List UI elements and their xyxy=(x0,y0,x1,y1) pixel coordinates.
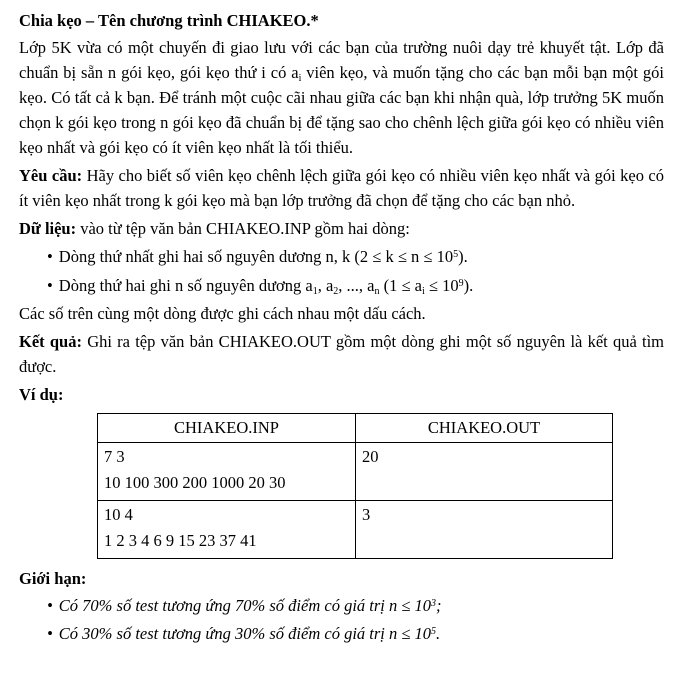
bullet-icon: • xyxy=(47,247,53,266)
input-bullet-list xyxy=(19,242,664,300)
input-bullet-first-line xyxy=(19,242,664,271)
example-label: Ví dụ: xyxy=(19,385,64,404)
note-paragraph: Các số trên cùng một dòng được ghi cách nhau một dấu cách. xyxy=(19,304,426,323)
example-2-input-line-1: 10 4 xyxy=(104,505,133,524)
limits-bullet-70 xyxy=(19,592,664,620)
example-2-input-cell xyxy=(98,501,356,559)
example-table xyxy=(97,413,613,559)
example-2-output-cell: 3 xyxy=(356,501,613,559)
input-bullet-second-line-text: Dòng thứ hai ghi n số nguyên dương $a_1$, $a_2$, ..., $a_n$ $(1 \le a_i \le 10^9)$. xyxy=(58,276,474,297)
limits-bullet-list xyxy=(19,592,664,648)
example-1-output-cell: 20 xyxy=(356,443,613,501)
table-row-example-2 xyxy=(98,501,613,559)
example-1-input-line-2: 10 100 300 200 1000 20 30 xyxy=(104,473,286,492)
input-bullet-second-line xyxy=(19,271,664,300)
limits-heading: Giới hạn: xyxy=(19,569,87,588)
bullet-icon: • xyxy=(47,276,53,295)
limits-bullet-30-text: Có 30% số test tương ứng 30% số điểm có giá trị $n \le 10^5$. xyxy=(58,624,441,643)
bullet-icon: • xyxy=(47,624,53,643)
output-spec-paragraph: Kết quả: Ghi ra tệp văn bản CHIAKEO.OUT gồm một dòng ghi một số nguyên là kết quả tìm được. xyxy=(19,332,665,376)
bullet-icon: • xyxy=(47,596,53,615)
example-1-input-cell xyxy=(98,443,356,501)
page-title: Chia kẹo – Tên chương trình CHIAKEO.* xyxy=(19,11,319,30)
table-header-input-file: CHIAKEO.INP xyxy=(98,414,356,443)
limits-bullet-70-text: Có 70% số test tương ứng 70% số điểm có giá trị $n \le 10^3$; xyxy=(58,596,442,615)
example-2-input-line-2: 1 2 3 4 6 9 15 23 37 41 xyxy=(104,531,257,550)
requirement-paragraph: Yêu cầu: Hãy cho biết số viên kẹo chênh lệch giữa gói kẹo có nhiều viên kẹo nhất và gói kẹo có ít viên kẹo nhất trong k gói kẹo mà bạn lớp trưởng đã chọn để tặng cho các bạn nhỏ. xyxy=(19,166,664,210)
example-1-input-line-1: 7 3 xyxy=(104,447,125,466)
intro-paragraph: Lớp 5K vừa có một chuyến đi giao lưu với các bạn của trường nuôi dạy trẻ khuyết tật. Lớp đã chuẩn bị sẵn n gói kẹo, gói kẹo thứ i có $a_i$ viên kẹo, và muốn tặng cho các bạn mỗi bạn một gói kẹo. Có tất cả k bạn. Để tránh một cuộc cãi nhau giữa các bạn khi nhận quà, lớp trưởng 5K muốn chọn k gói kẹo trong n gói kẹo đã chuẩn bị để tặng sao cho chênh lệch giữa gói kẹo có nhiều viên kẹo nhất và gói kẹo có ít viên kẹo nhất là tối thiểu. xyxy=(19,38,664,157)
limits-bullet-30 xyxy=(19,620,664,648)
table-header-output-file: CHIAKEO.OUT xyxy=(356,414,613,443)
table-row-example-1 xyxy=(98,443,613,501)
input-spec-paragraph: Dữ liệu: vào từ tệp văn bản CHIAKEO.INP gồm hai dòng: xyxy=(19,219,410,238)
input-bullet-first-line-text: Dòng thứ nhất ghi hai số nguyên dương n, k $(2 \le k \le n \le 10^5)$. xyxy=(58,247,468,266)
table-header-row xyxy=(98,414,613,443)
